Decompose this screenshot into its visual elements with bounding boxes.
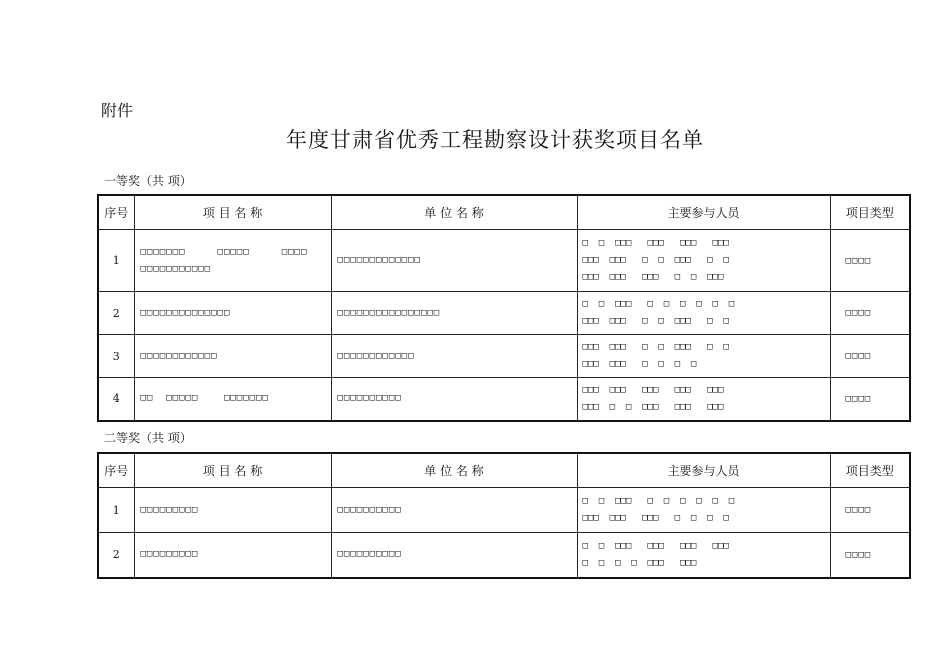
people-list: □ □ □□□ □ □ □ □ □ □ □□□ □□□ □□□ □ □ □ □ <box>577 488 830 533</box>
row-number: 1 <box>98 230 134 292</box>
project-type: □□□□ <box>830 488 910 533</box>
header-type: 项目类型 <box>830 195 910 230</box>
row-number: 2 <box>98 533 134 578</box>
second-prize-label: 二等奖（共 项） <box>104 431 192 445</box>
header-people: 主要参与人员 <box>577 453 830 488</box>
header-unit: 单 位 名 称 <box>331 195 577 230</box>
unit-name: □□□□□□□□□□□□□ <box>331 230 577 292</box>
table-header-row <box>98 195 910 230</box>
header-people: 主要参与人员 <box>577 195 830 230</box>
first-prize-label: 一等奖（共 项） <box>104 174 192 188</box>
row-number: 1 <box>98 488 134 533</box>
second-prize-table <box>97 452 911 579</box>
table-row <box>98 292 910 335</box>
project-name: □□□□□□□□□□□□ <box>134 335 331 378</box>
people-list: □ □ □□□ □ □ □ □ □ □ □□□ □□□ □ □ □□□ □ □ <box>577 292 830 335</box>
header-seq: 序号 <box>98 195 134 230</box>
unit-name: □□□□□□□□□□ <box>331 488 577 533</box>
project-type: □□□□ <box>830 378 910 421</box>
project-name: □□□□□□□□□ <box>134 488 331 533</box>
people-list: □□□ □□□ □ □ □□□ □ □ □□□ □□□ □ □ □ □ <box>577 335 830 378</box>
table-header-row <box>98 453 910 488</box>
project-type: □□□□ <box>830 533 910 578</box>
project-name: □□□□□□□ □□□□□ □□□□ □□□□□□□□□□□ <box>134 230 331 292</box>
project-type: □□□□ <box>830 230 910 292</box>
header-seq: 序号 <box>98 453 134 488</box>
table-row <box>98 378 910 421</box>
unit-name: □□□□□□□□□□□□ <box>331 335 577 378</box>
attachment-label: 附件 <box>101 101 134 120</box>
header-project: 项 目 名 称 <box>134 195 331 230</box>
people-list: □□□ □□□ □□□ □□□ □□□ □□□ □ □ □□□ □□□ □□□ <box>577 378 830 421</box>
table-row <box>98 533 910 578</box>
header-project: 项 目 名 称 <box>134 453 331 488</box>
header-type: 项目类型 <box>830 453 910 488</box>
people-list: □ □ □□□ □□□ □□□ □□□ □□□ □□□ □ □ □□□ □ □ □□□ □□□ □□□ □ □ □□□ <box>577 230 830 292</box>
unit-name: □□□□□□□□□□ <box>331 378 577 421</box>
people-list: □ □ □□□ □□□ □□□ □□□ □ □ □ □ □□□ □□□ <box>577 533 830 578</box>
row-number: 4 <box>98 378 134 421</box>
project-type: □□□□ <box>830 335 910 378</box>
row-number: 2 <box>98 292 134 335</box>
document-title: 年度甘肃省优秀工程勘察设计获奖项目名单 <box>286 128 704 152</box>
table-row <box>98 335 910 378</box>
project-name: □□ □□□□□ □□□□□□□ <box>134 378 331 421</box>
unit-name: □□□□□□□□□□ <box>331 533 577 578</box>
project-name: □□□□□□□□□ <box>134 533 331 578</box>
project-type: □□□□ <box>830 292 910 335</box>
table-row <box>98 230 910 292</box>
project-name: □□□□□□□□□□□□□□ <box>134 292 331 335</box>
row-number: 3 <box>98 335 134 378</box>
table-row <box>98 488 910 533</box>
header-unit: 单 位 名 称 <box>331 453 577 488</box>
unit-name: □□□□□□□□□□□□□□□□ <box>331 292 577 335</box>
first-prize-table <box>97 194 911 422</box>
